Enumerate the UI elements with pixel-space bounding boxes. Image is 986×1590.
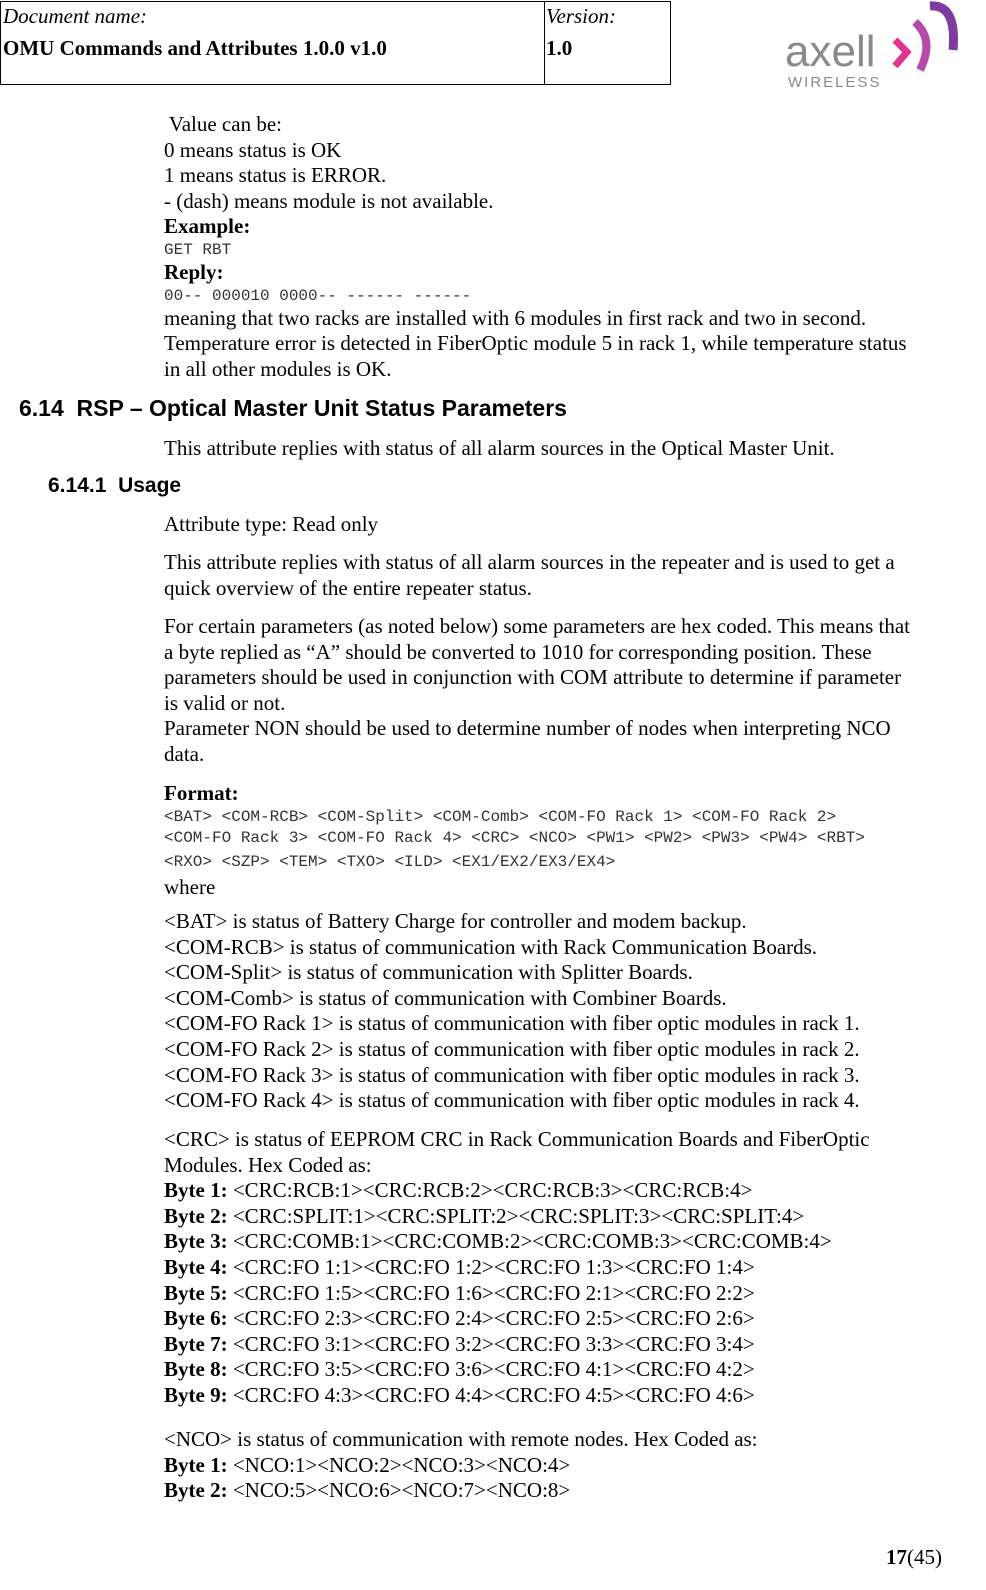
crc-block xyxy=(164,1127,870,1409)
text-line: quick overview of the entire repeater status. xyxy=(164,575,532,600)
section-title: RSP – Optical Master Unit Status Parameters xyxy=(76,395,567,421)
byte-label: Byte 3: xyxy=(164,1229,228,1254)
nco-block xyxy=(164,1427,758,1504)
byte-value: <CRC:SPLIT:1><CRC:SPLIT:2><CRC:SPLIT:3><CRC:SPLIT:4> xyxy=(227,1203,805,1228)
page-total: (45) xyxy=(907,1545,942,1569)
byte-value: <CRC:FO 4:3><CRC:FO 4:4><CRC:FO 4:5><CRC:FO 4:6> xyxy=(227,1382,755,1407)
page-number xyxy=(886,1545,942,1570)
attribute-type: Attribute type: Read only xyxy=(164,512,379,536)
byte-label: Byte 2: xyxy=(164,1203,228,1228)
text-line: <NCO> is status of communication with remote nodes. Hex Coded as: xyxy=(164,1427,758,1451)
section-number: 6.14 xyxy=(19,395,64,421)
text-line: parameters should be used in conjunction with COM attribute to determine if parameter xyxy=(164,665,902,690)
format-label: Format: xyxy=(164,781,239,805)
byte-line xyxy=(164,1204,870,1230)
text-line: - (dash) means module is not available. xyxy=(164,188,494,213)
byte-value: <CRC:FO 2:3><CRC:FO 2:4><CRC:FO 2:5><CRC:FO 2:6> xyxy=(227,1306,755,1331)
text-line: data. xyxy=(164,741,205,766)
byte-label: Byte 4: xyxy=(164,1254,228,1279)
document-header-table xyxy=(0,1,671,85)
byte-label: Byte 9: xyxy=(164,1382,228,1407)
byte-line xyxy=(164,1478,758,1504)
where-label: where xyxy=(164,874,216,899)
value-description xyxy=(164,112,907,382)
text-line: <CRC> is status of EEPROM CRC in Rack Communication Boards and FiberOptic xyxy=(164,1127,870,1151)
text-line: meaning that two racks are installed with 6 modules in first rack and two in second. xyxy=(164,305,867,330)
text-line: This attribute replies with status of all alarm sources in the repeater and is used to get a xyxy=(164,550,895,574)
section-description: This attribute replies with status of all alarm sources in the Optical Master Unit. xyxy=(164,436,835,460)
text-line: in all other modules is OK. xyxy=(164,356,392,381)
byte-line xyxy=(164,1306,870,1332)
format-line: <RXO> <SZP> <TEM> <TXO> <ILD> <EX1/EX2/EX3/EX4> xyxy=(164,852,616,871)
byte-value: <CRC:FO 1:1><CRC:FO 1:2><CRC:FO 1:3><CRC:FO 1:4> xyxy=(227,1254,755,1279)
svg-text:WIRELESS: WIRELESS xyxy=(788,74,882,91)
byte-value: <CRC:COMB:1><CRC:COMB:2><CRC:COMB:3><CRC:COMB:4> xyxy=(227,1229,832,1254)
text-line: Modules. Hex Coded as: xyxy=(164,1152,372,1177)
example-command: GET RBT xyxy=(164,240,232,259)
byte-line xyxy=(164,1357,870,1383)
byte-line xyxy=(164,1332,870,1358)
byte-line xyxy=(164,1229,870,1255)
definition: <COM-FO Rack 1> is status of communication with fiber optic modules in rack 1. xyxy=(164,1011,860,1036)
document-name-cell xyxy=(1,2,545,84)
byte-value: <CRC:FO 3:1><CRC:FO 3:2><CRC:FO 3:3><CRC:FO 3:4> xyxy=(227,1331,755,1356)
byte-line xyxy=(164,1255,870,1281)
subsection-heading xyxy=(48,474,181,498)
example-label: Example: xyxy=(164,214,251,239)
text-line: is valid or not. xyxy=(164,690,286,715)
definition: <COM-FO Rack 3> is status of communication with fiber optic modules in rack 3. xyxy=(164,1062,860,1087)
byte-value: <NCO:1><NCO:2><NCO:3><NCO:4> xyxy=(227,1452,571,1477)
byte-label: Byte 2: xyxy=(164,1478,228,1503)
format-line: <COM-FO Rack 3> <COM-FO Rack 4> <CRC> <NCO> <PW1> <PW2> <PW3> <PW4> <RBT> xyxy=(164,828,865,847)
definition: <COM-Comb> is status of communication with Combiner Boards. xyxy=(164,985,727,1010)
byte-label: Byte 1: xyxy=(164,1178,228,1203)
definition: <COM-FO Rack 4> is status of communication with fiber optic modules in rack 4. xyxy=(164,1088,860,1113)
version-cell xyxy=(544,2,670,84)
text-line: a byte replied as “A” should be converted to 1010 for corresponding position. These xyxy=(164,639,872,664)
section-heading xyxy=(19,395,567,422)
definition: <COM-RCB> is status of communication with Rack Communication Boards. xyxy=(164,934,818,959)
definition: <BAT> is status of Battery Charge for controller and modem backup. xyxy=(164,909,747,933)
definition: <COM-Split> is status of communication with Splitter Boards. xyxy=(164,960,693,985)
definitions-list xyxy=(164,909,860,1114)
byte-line xyxy=(164,1383,870,1409)
axell-wireless-logo xyxy=(785,0,965,92)
byte-line xyxy=(164,1178,870,1204)
byte-label: Byte 8: xyxy=(164,1357,228,1382)
byte-label: Byte 7: xyxy=(164,1331,228,1356)
byte-value: <CRC:RCB:1><CRC:RCB:2><CRC:RCB:3><CRC:RCB:4> xyxy=(227,1178,753,1203)
byte-value: <NCO:5><NCO:6><NCO:7><NCO:8> xyxy=(227,1478,571,1503)
subsection-title: Usage xyxy=(118,474,182,497)
document-name-label: Document name: xyxy=(3,4,148,28)
byte-value: <CRC:FO 1:5><CRC:FO 1:6><CRC:FO 2:1><CRC:FO 2:2> xyxy=(227,1280,755,1305)
definition: <COM-FO Rack 2> is status of communication with fiber optic modules in rack 2. xyxy=(164,1036,860,1061)
text-line: Temperature error is detected in FiberOptic module 5 in rack 1, while temperature status xyxy=(164,331,907,356)
byte-label: Byte 6: xyxy=(164,1306,228,1331)
byte-label: Byte 5: xyxy=(164,1280,228,1305)
version-value: 1.0 xyxy=(546,36,573,60)
format-line: <BAT> <COM-RCB> <COM-Split> <COM-Comb> <COM-FO Rack 1> <COM-FO Rack 2> xyxy=(164,807,837,826)
svg-text:axell: axell xyxy=(785,27,876,76)
format-block xyxy=(164,781,865,900)
subsection-number: 6.14.1 xyxy=(48,474,107,497)
byte-line xyxy=(164,1281,870,1307)
text-line: Parameter NON should be used to determine number of nodes when interpreting NCO xyxy=(164,716,891,741)
page-current: 17 xyxy=(886,1545,907,1569)
text-line: 0 means status is OK xyxy=(164,137,342,162)
version-label: Version: xyxy=(546,4,616,28)
paragraph xyxy=(164,614,910,768)
byte-line xyxy=(164,1453,758,1479)
text-line: 1 means status is ERROR. xyxy=(164,163,387,188)
reply-label: Reply: xyxy=(164,259,224,284)
byte-label: Byte 1: xyxy=(164,1452,228,1477)
byte-value: <CRC:FO 3:5><CRC:FO 3:6><CRC:FO 4:1><CRC:FO 4:2> xyxy=(227,1357,755,1382)
text-line: Value can be: xyxy=(164,112,282,136)
document-name: OMU Commands and Attributes 1.0.0 v1.0 xyxy=(3,36,387,60)
reply-value: 00-- 000010 0000-- ------ ------ xyxy=(164,286,472,305)
paragraph xyxy=(164,550,895,601)
text-line: For certain parameters (as noted below) some parameters are hex coded. This means that xyxy=(164,614,910,638)
